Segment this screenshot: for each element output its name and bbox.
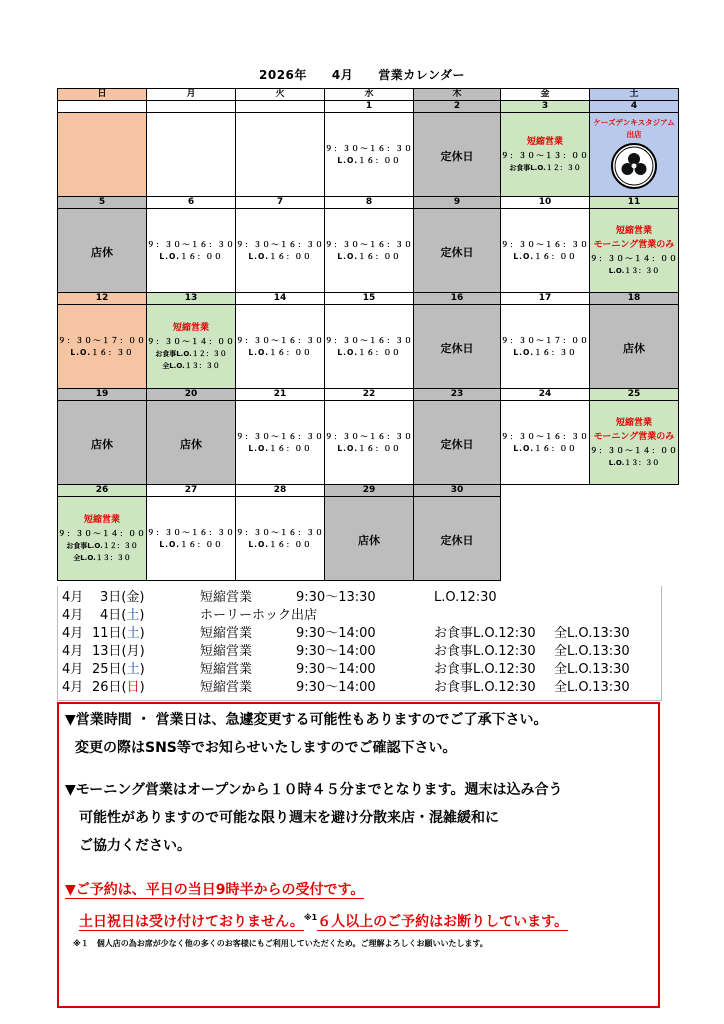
date-cell: 19 (58, 389, 147, 401)
day-cell-12 (58, 305, 147, 389)
date-cell: 5 (58, 197, 147, 209)
date-cell: 22 (325, 389, 414, 401)
last-order-text: L.O.１６：００ (248, 252, 312, 261)
reservation-text: ▼ご予約は、平日の当日9時半からの受付です。 (65, 882, 365, 898)
empty-cell (501, 497, 590, 581)
week-3-dates (58, 293, 679, 305)
closed-label: 定休日 (440, 246, 474, 259)
closed-label: 店休 (91, 246, 113, 259)
type: 短縮営業 (200, 590, 253, 605)
last-order-text: L.O.１６：００ (248, 444, 312, 453)
time: 9:30～14:00 (296, 626, 376, 641)
date-cell: 17 (501, 293, 590, 305)
type: 短縮営業 (200, 644, 253, 659)
time: 9:30～14:00 (296, 662, 376, 677)
date-cell: 12 (58, 293, 147, 305)
hours-text: ９：３０～１６：３０ (501, 432, 589, 441)
date-cell: 28 (236, 485, 325, 497)
week-2-body (58, 209, 679, 293)
date: 3日(金) (100, 590, 145, 605)
hours-text: ９：３０～１３：００ (501, 151, 589, 160)
hours-text: ９：３０～１４：００ (58, 529, 146, 538)
empty-cell (590, 485, 679, 497)
date-cell (58, 101, 147, 113)
weekday-mon: 月 (147, 89, 236, 101)
weekday-thu: 木 (414, 89, 501, 101)
date: 25日(土) (92, 662, 145, 677)
date-cell: 29 (325, 485, 414, 497)
hours-text: ９：３０～１６：３０ (325, 432, 413, 441)
week-3-body (58, 305, 679, 389)
date-cell: 26 (58, 485, 147, 497)
food-last-order: お食事L.O.12:30 (434, 644, 536, 659)
food-last-order: お食事L.O.12:30 (434, 662, 536, 677)
last-order-text: L.O.１６：３０ (513, 348, 577, 357)
day-cell-22 (325, 401, 414, 485)
day-cell-6 (147, 209, 236, 293)
day-cell-25 (590, 401, 679, 485)
day-cell-5 (58, 209, 147, 293)
food-last-order-text: お食事L.O.１２：３０ (155, 350, 227, 358)
type: 短縮営業 (200, 626, 253, 641)
day-cell-11 (590, 209, 679, 293)
notice-morning-2: 可能性がありますので可能な限り週末を避け分散来店・混雑緩和に (79, 810, 499, 826)
notice-morning-3: ご協力ください。 (79, 838, 191, 854)
last-order-text: L.O.１６：００ (337, 156, 401, 165)
special-schedule-list (57, 586, 662, 701)
hours-text: ９：３０～１６：３０ (147, 528, 235, 537)
day-cell-4 (590, 113, 679, 197)
notice-reservation (65, 880, 364, 900)
all-last-order: 全L.O.13:30 (554, 662, 630, 677)
last-order-text: L.O.１６：００ (337, 444, 401, 453)
food-last-order: お食事L.O.12:30 (434, 680, 536, 695)
day-cell-28 (236, 497, 325, 581)
day-cell-18 (590, 305, 679, 389)
weekday-sun: 日 (58, 89, 147, 101)
date-cell: 2 (414, 101, 501, 113)
last-order-text: お食事L.O.１２：３０ (509, 164, 581, 172)
all-last-order: 全L.O.13:30 (554, 644, 630, 659)
closed-label: 店休 (91, 438, 113, 451)
date-cell: 16 (414, 293, 501, 305)
day-cell-empty (58, 113, 147, 197)
month: 4月 (62, 680, 84, 695)
day-cell-3 (501, 113, 590, 197)
group-text: ６人以上のご予約はお断りしています。 (317, 913, 569, 930)
calendar-title: 2026年 4月 営業カレンダー (259, 68, 465, 82)
date-cell: 11 (590, 197, 679, 209)
date-cell: 6 (147, 197, 236, 209)
morning-only-label: モーニング営業のみ (593, 240, 675, 250)
day-cell-1 (325, 113, 414, 197)
date-cell: 20 (147, 389, 236, 401)
date-cell: 30 (414, 485, 501, 497)
last-order-text: L.O.１６：００ (513, 252, 577, 261)
day-cell-13 (147, 305, 236, 389)
day-cell-empty (236, 113, 325, 197)
date-cell: 24 (501, 389, 590, 401)
weekday-header-row (58, 89, 679, 101)
hours-text: ９：３０～１６：３０ (501, 240, 589, 249)
date-cell (147, 101, 236, 113)
hours-text: ９：３０～１６：３０ (236, 240, 324, 249)
day-cell-16 (414, 305, 501, 389)
month: 4月 (62, 662, 84, 677)
closed-label: 定休日 (440, 150, 474, 163)
date-cell: 8 (325, 197, 414, 209)
week-5-body (58, 497, 679, 581)
morning-only-label: モーニング営業のみ (593, 432, 675, 442)
weekday-sat: 土 (590, 89, 679, 101)
closed-label: 定休日 (440, 534, 474, 547)
day-cell-29 (325, 497, 414, 581)
hours-text: ９：３０～１６：３０ (325, 144, 413, 153)
day-cell-24 (501, 401, 590, 485)
month: 4月 (62, 626, 84, 641)
type: 短縮営業 (200, 680, 253, 695)
month: 4月 (62, 644, 84, 659)
hours-text: ９：３０～１７：００ (501, 336, 589, 345)
date-cell: 18 (590, 293, 679, 305)
all-last-order-text: 全L.O.１３：３０ (162, 362, 220, 370)
hours-text: ９：３０～１６：３０ (325, 336, 413, 345)
date-cell: 23 (414, 389, 501, 401)
hours-text: ９：３０～１４：００ (147, 337, 235, 346)
hours-text: ９：３０～１６：３０ (236, 336, 324, 345)
week-5-dates (58, 485, 679, 497)
date: 11日(土) (92, 626, 145, 641)
day-cell-19 (58, 401, 147, 485)
time: 9:30～13:30 (296, 590, 376, 605)
last-order: L.O.12:30 (434, 590, 497, 605)
notice-morning: ▼モーニング営業はオープンから１０時４５分までとなります。週末は込み合う (65, 782, 563, 798)
short-hours-label: 短縮営業 (83, 515, 120, 525)
closed-label: 定休日 (440, 438, 474, 451)
date-cell: 4 (590, 101, 679, 113)
month: 4月 (62, 590, 84, 605)
date: 4日(土) (100, 608, 145, 623)
week-1-body (58, 113, 679, 197)
calendar-table (57, 88, 679, 581)
type: ホーリーホック出店 (200, 608, 318, 623)
hours-text: ９：３０～１６：３０ (236, 432, 324, 441)
last-order-text: L.O.１６：００ (159, 252, 223, 261)
date-cell: 15 (325, 293, 414, 305)
short-hours-label: 短縮営業 (172, 323, 209, 333)
empty-cell (501, 485, 590, 497)
footnote: ※１ 個人店の為お席が少なく他の多くのお客様にもご利用していただくため。ご理解よろしくお願いいたします。 (73, 939, 488, 948)
empty-cell (590, 497, 679, 581)
day-cell-8 (325, 209, 414, 293)
type: 短縮営業 (200, 662, 253, 677)
date: 13日(月) (92, 644, 145, 659)
food-last-order: お食事L.O.12:30 (434, 626, 536, 641)
date-cell: 7 (236, 197, 325, 209)
last-order-text: L.O.１３：３０ (608, 459, 660, 467)
all-last-order: 全L.O.13:30 (554, 626, 630, 641)
day-cell-2 (414, 113, 501, 197)
day-cell-14 (236, 305, 325, 389)
weekday-fri: 金 (501, 89, 590, 101)
date-cell: 9 (414, 197, 501, 209)
date-cell: 10 (501, 197, 590, 209)
notice-reservation-2 (79, 908, 568, 932)
hours-text: ９：３０～１６：３０ (236, 528, 324, 537)
hollyhock-logo (611, 143, 657, 189)
month: 4月 (62, 608, 84, 623)
closed-label: 定休日 (440, 342, 474, 355)
date-cell: 25 (590, 389, 679, 401)
notice-sns: 変更の際はSNS等でお知らせいたしますのでご確認下さい。 (75, 740, 457, 756)
day-cell-9 (414, 209, 501, 293)
closed-label: 店休 (180, 438, 202, 451)
day-cell-27 (147, 497, 236, 581)
closed-label: 店休 (358, 534, 380, 547)
day-cell-15 (325, 305, 414, 389)
stadium-label: ケーズデンキスタジアム (593, 117, 675, 127)
all-last-order-text: 全L.O.１３：３０ (73, 554, 131, 562)
day-cell-21 (236, 401, 325, 485)
last-order-text: L.O.１６：００ (248, 348, 312, 357)
short-hours-label: 短縮営業 (615, 418, 652, 428)
last-order-text: L.O.１３：３０ (608, 267, 660, 275)
notice-box (57, 702, 660, 1008)
day-cell-23 (414, 401, 501, 485)
day-cell-empty (147, 113, 236, 197)
stadium-label-2: 出店 (626, 129, 642, 139)
date-cell: 3 (501, 101, 590, 113)
week-1-dates (58, 101, 679, 113)
hours-text: ９：３０～１７：００ (58, 336, 146, 345)
date-cell: 21 (236, 389, 325, 401)
date: 26日(日) (92, 680, 145, 695)
time: 9:30～14:00 (296, 680, 376, 695)
last-order-text: L.O.１６：００ (248, 540, 312, 549)
all-last-order: 全L.O.13:30 (554, 680, 630, 695)
date-cell: 14 (236, 293, 325, 305)
date-cell: 27 (147, 485, 236, 497)
day-cell-26 (58, 497, 147, 581)
last-order-text: L.O.１６：３０ (70, 348, 134, 357)
hours-text: ９：３０～１６：３０ (147, 240, 235, 249)
date-cell: 1 (325, 101, 414, 113)
hours-text: ９：３０～１４：００ (590, 446, 678, 455)
weekday-wed: 水 (325, 89, 414, 101)
day-cell-17 (501, 305, 590, 389)
day-cell-10 (501, 209, 590, 293)
weekend-text: 土日祝日は受け付けておりません。 (79, 913, 304, 930)
short-hours-label: 短縮営業 (615, 226, 652, 236)
last-order-text: L.O.１６：００ (337, 348, 401, 357)
week-4-dates (58, 389, 679, 401)
short-hours-label: 短縮営業 (526, 137, 563, 147)
hours-text: ９：３０～１６：３０ (325, 240, 413, 249)
weekday-tue: 火 (236, 89, 325, 101)
last-order-text: L.O.１６：００ (513, 444, 577, 453)
week-2-dates (58, 197, 679, 209)
closed-label: 店休 (623, 342, 645, 355)
day-cell-30 (414, 497, 501, 581)
day-cell-20 (147, 401, 236, 485)
notice-hours-change: ▼営業時間 ・ 営業日は、急遽変更する可能性もありますのでご了承下さい。 (65, 712, 548, 728)
hours-text: ９：３０～１４：００ (590, 254, 678, 263)
footnote-mark: ※1 (303, 913, 318, 922)
last-order-text: L.O.１６：００ (159, 540, 223, 549)
last-order-text: L.O.１６：００ (337, 252, 401, 261)
time: 9:30～14:00 (296, 644, 376, 659)
food-last-order-text: お食事L.O.１２：３０ (66, 542, 138, 550)
date-cell (236, 101, 325, 113)
week-4-body (58, 401, 679, 485)
date-cell: 13 (147, 293, 236, 305)
day-cell-7 (236, 209, 325, 293)
